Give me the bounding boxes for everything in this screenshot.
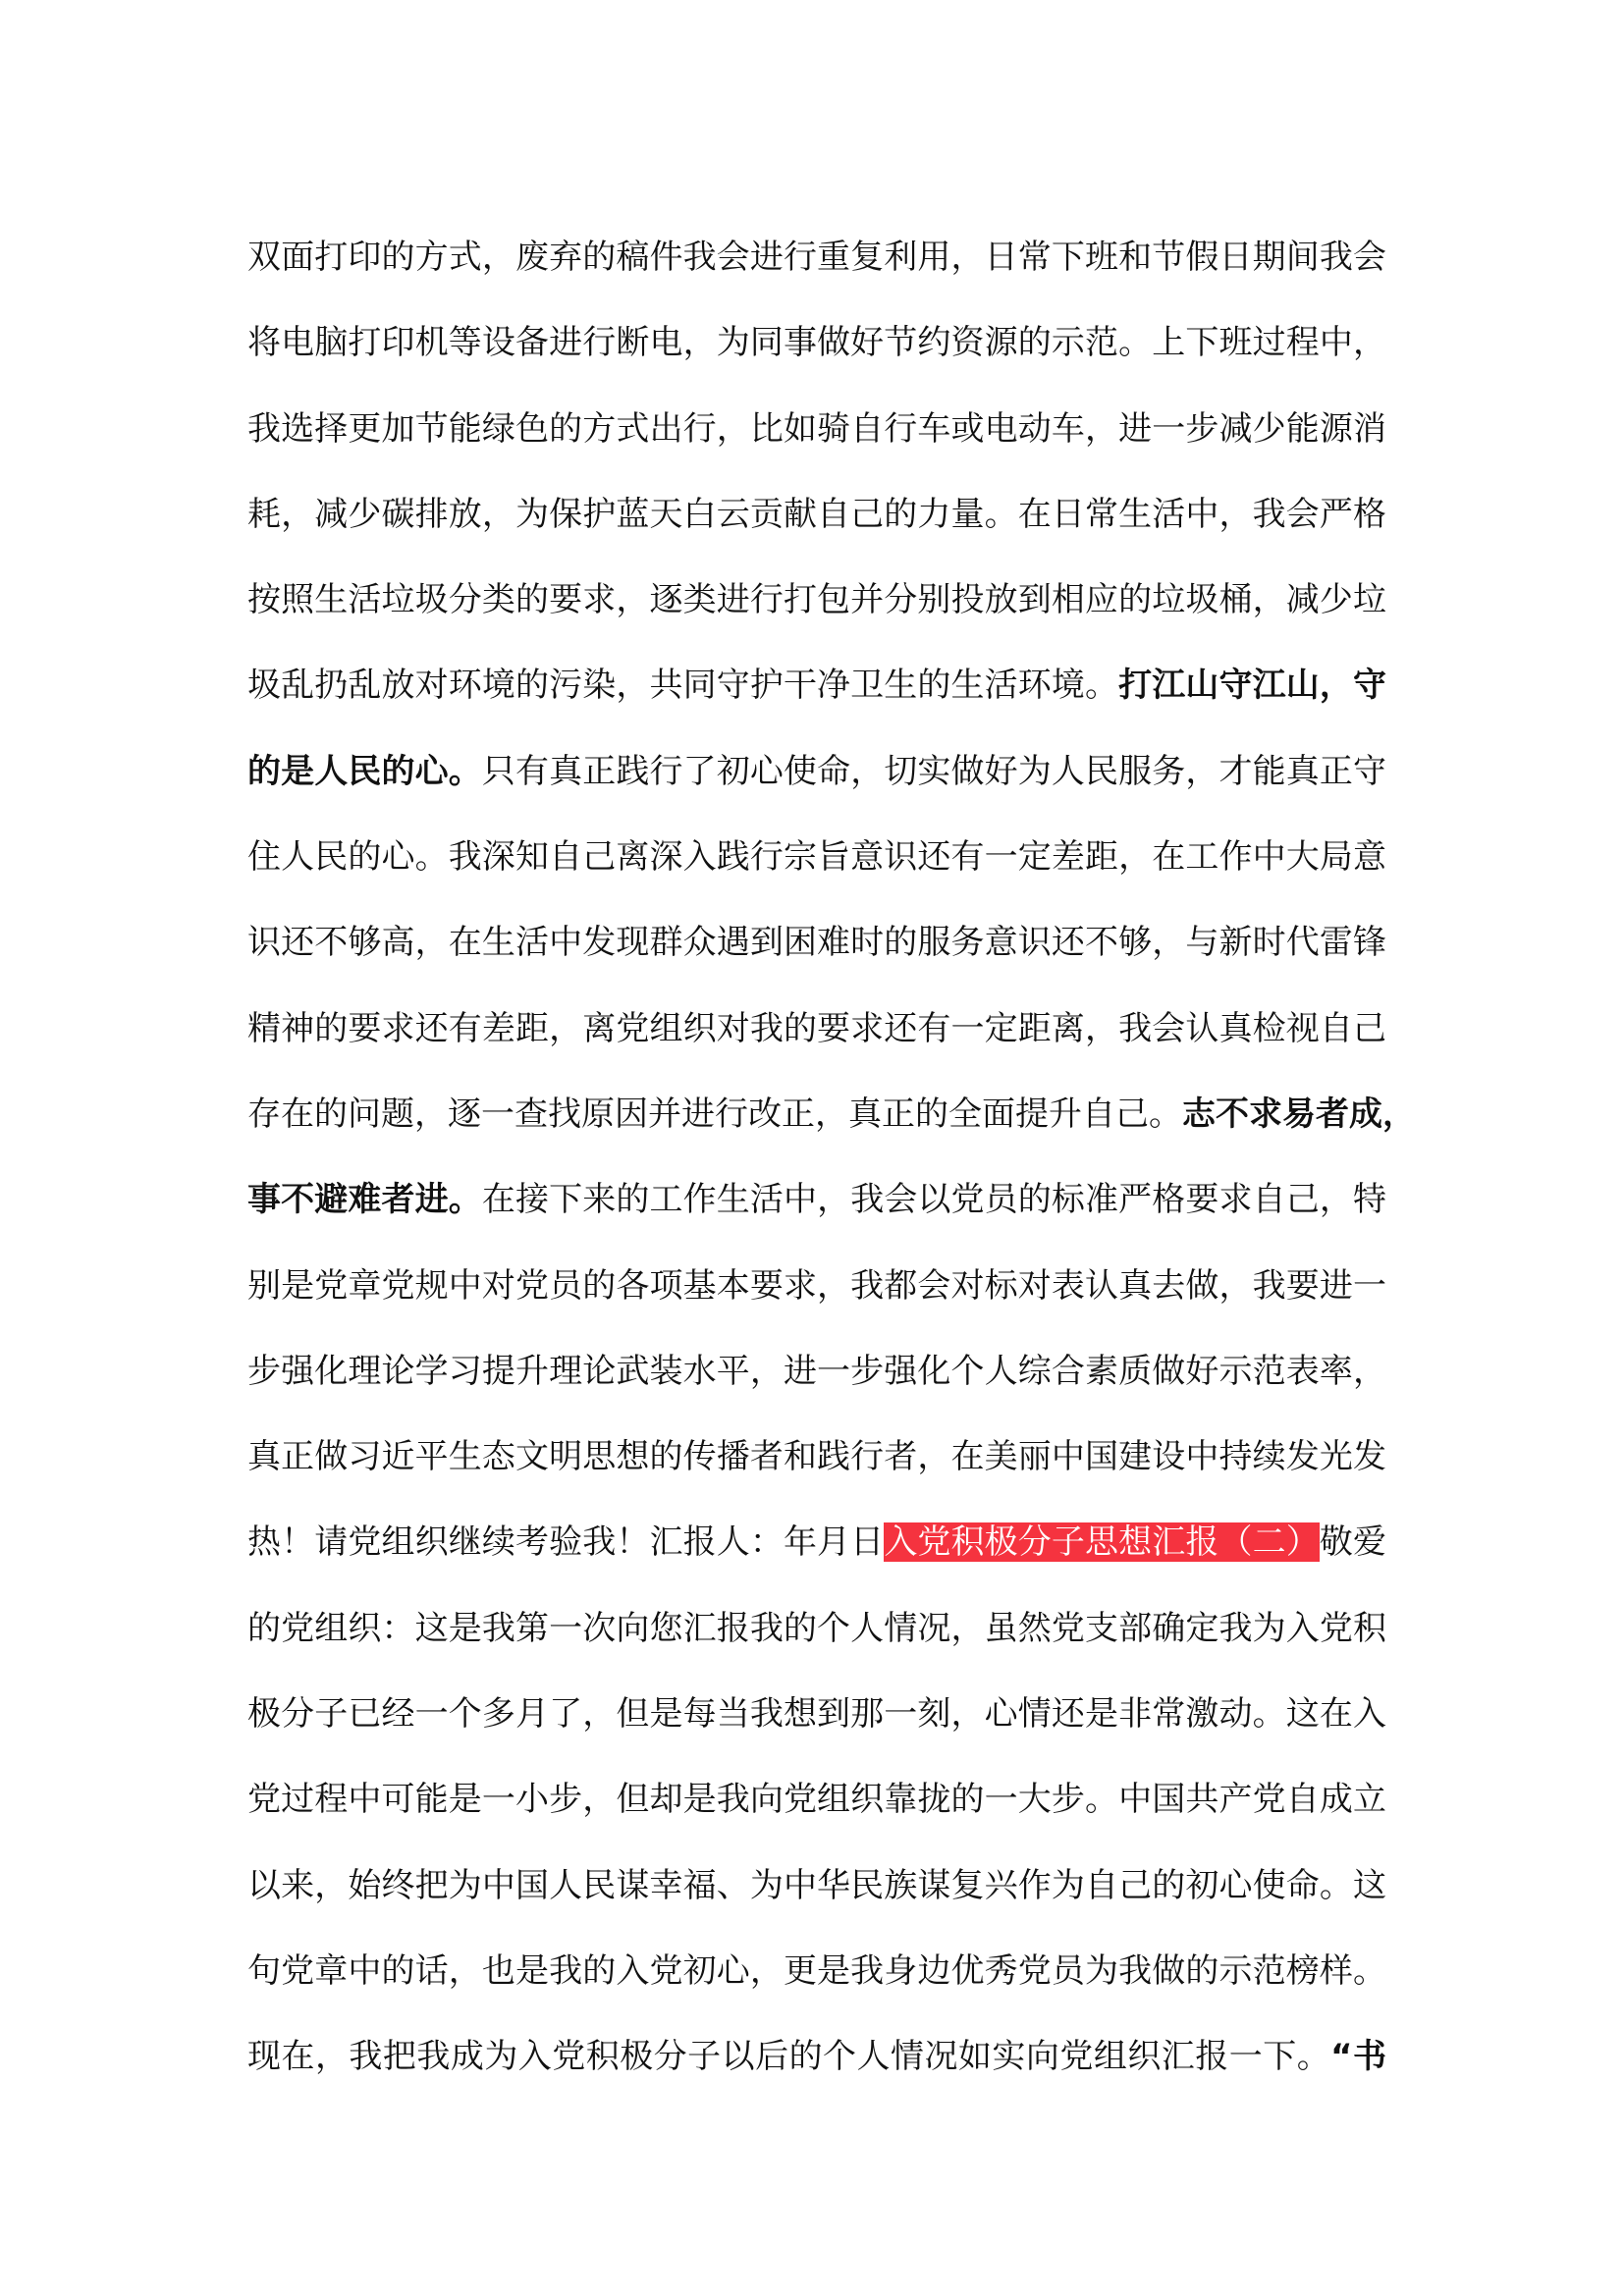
text-line-11: 存在的问题，逐一查找原因并进行改正，真正的全面提升自己。志不求易者成，: [247, 1094, 1416, 1134]
text-line-18: 极分子已经一个多月了，但是每当我想到那一刻，心情还是非常激动。这在入: [247, 1694, 1386, 1735]
text-line-5: 按照生活垃圾分类的要求，逐类进行打包并分别投放到相应的垃圾桶，减少垃: [247, 580, 1386, 620]
text-line-7: 的是人民的心。只有真正践行了初心使命，切实做好为人民服务，才能真正守: [247, 751, 1387, 791]
text-line-14: 步强化理论学习提升理论武装水平，进一步强化个人综合素质做好示范表率，: [247, 1351, 1386, 1391]
text-line-2: 将电脑打印机等设备进行断电，为同事做好节约资源的示范。上下班过程中，: [247, 323, 1386, 363]
bold-phrase: “书: [1330, 2037, 1386, 2077]
text-line-17: 的党组织：这是我第一次向您汇报我的个人情况，虽然党支部确定我为入党积: [247, 1608, 1386, 1648]
text-line-16: 热！请党组织继续考验我！汇报人：年月日入党积极分子思想汇报（二）敬爱: [247, 1522, 1387, 1563]
bold-phrase: 志不求易者成，: [1182, 1094, 1416, 1134]
text-line-4: 耗，减少碳排放，为保护蓝天白云贡献自己的力量。在日常生活中，我会严格: [247, 494, 1386, 534]
text-line-21: 句党章中的话，也是我的入党初心，更是我身边优秀党员为我做的示范榜样。: [247, 1950, 1386, 1991]
text-line-1: 双面打印的方式，废弃的稿件我会进行重复利用，日常下班和节假日期间我会: [247, 238, 1386, 277]
body-text: [247, 215, 1416, 2101]
text-line-20: 以来，始终把为中国人民谋幸福、为中华民族谋复兴作为自己的初心使命。这: [247, 1865, 1386, 1905]
text-line-8: 住人民的心。我深知自己离深入践行宗旨意识还有一定差距，在工作中大局意: [247, 837, 1386, 878]
text-line-15: 真正做习近平生态文明思想的传播者和践行者，在美丽中国建设中持续发光发: [247, 1437, 1386, 1477]
text-line-3: 我选择更加节能绿色的方式出行，比如骑自行车或电动车，进一步减少能源消: [247, 408, 1386, 449]
text-line-10: 精神的要求还有差距，离党组织对我的要求还有一定距离，我会认真检视自己: [247, 1008, 1386, 1048]
text-line-6: 圾乱扔乱放对环境的污染，共同守护干净卫生的生活环境。打江山守江山，守: [247, 666, 1387, 706]
bold-phrase: 打江山守江山，守: [1118, 666, 1387, 706]
text-line-12: 事不避难者进。在接下来的工作生活中，我会以党员的标准严格要求自己，特: [247, 1180, 1387, 1220]
bold-phrase: 的是人民的心。: [247, 751, 482, 791]
text-line-22: 现在，我把我成为入党积极分子以后的个人情况如实向党组织汇报一下。“书: [247, 2037, 1386, 2077]
text-line-19: 党过程中可能是一小步，但却是我向党组织靠拢的一大步。中国共产党自成立: [247, 1780, 1386, 1820]
text-line-13: 别是党章党规中对党员的各项基本要求，我都会对标对表认真去做，我要进一: [247, 1265, 1386, 1306]
text-line-9: 识还不够高，在生活中发现群众遇到困难时的服务意识还不够，与新时代雷锋: [247, 923, 1386, 963]
bold-phrase: 事不避难者进。: [247, 1180, 482, 1220]
highlighted-heading: 入党积极分子思想汇报（二）: [884, 1522, 1320, 1563]
